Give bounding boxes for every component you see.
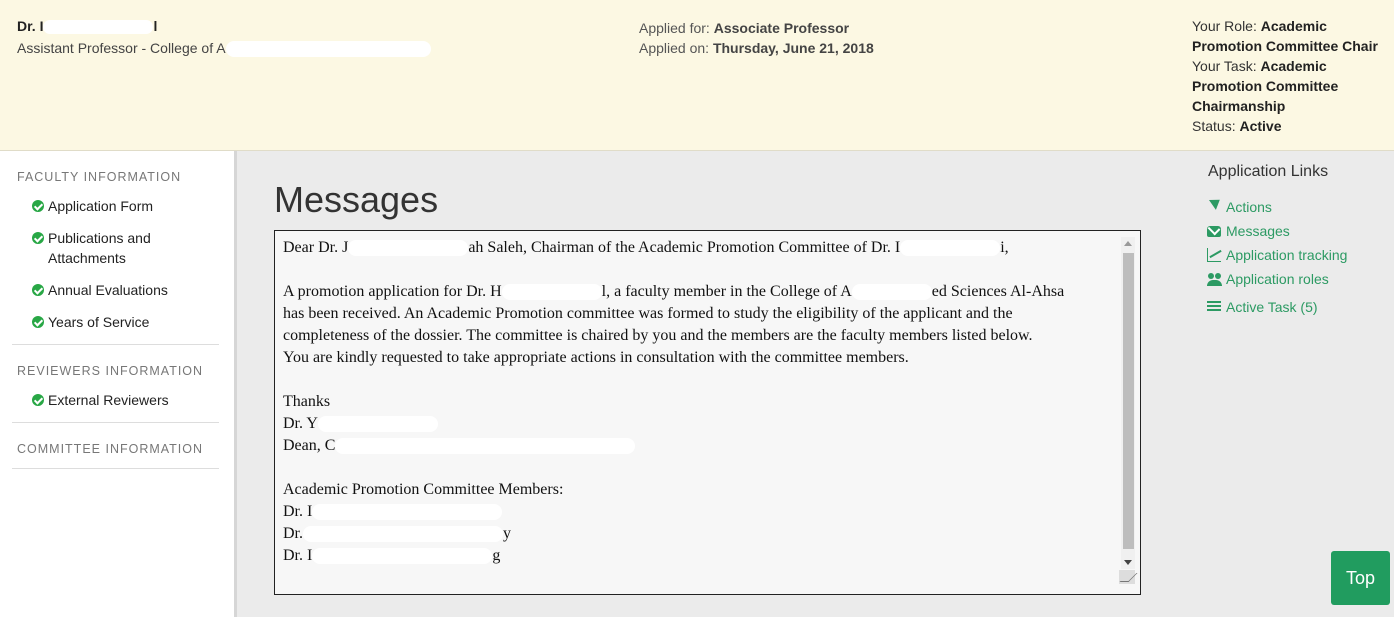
cursor-icon xyxy=(1207,200,1221,214)
link-active-task[interactable]: Active Task (5) xyxy=(1207,295,1387,319)
redacted-text xyxy=(43,20,153,34)
application-summary xyxy=(639,18,874,58)
message-signature: Thanks Dr. Y Dean, C xyxy=(283,391,1118,457)
applicant-name: Dr. I l xyxy=(17,18,158,34)
status: Status: Active xyxy=(1192,118,1282,134)
links-heading: Application Links xyxy=(1208,163,1329,180)
sidebar-heading: FACULTY INFORMATION xyxy=(17,170,182,184)
message-body xyxy=(283,237,1118,589)
link-actions[interactable]: Actions xyxy=(1207,195,1387,219)
sidebar-heading[interactable]: COMMITTEE INFORMATION xyxy=(17,442,204,456)
applicant-header xyxy=(0,0,1394,151)
message-greeting: Dear Dr. J ah Saleh, Chairman of the Academic Promotion Committee of Dr. I i, xyxy=(283,239,1009,256)
redacted-text xyxy=(226,41,431,57)
message-members: Academic Promotion Committee Members: Dr. I Dr. y Dr. I g xyxy=(283,481,564,564)
scroll-thumb[interactable] xyxy=(1123,253,1134,549)
sidebar-section-reviewers xyxy=(12,345,219,423)
check-circle-icon xyxy=(32,200,44,212)
sidebar-section-committee xyxy=(12,423,219,469)
your-task: Your Task: Academic Promotion Committee Chairmanship xyxy=(1192,58,1339,114)
scroll-down-arrow-icon[interactable] xyxy=(1124,560,1132,565)
applied-on: Applied on: Thursday, June 21, 2018 xyxy=(639,40,874,56)
applicant-title: Assistant Professor - College of A xyxy=(17,40,431,57)
reviewer-role-panel xyxy=(1192,16,1387,136)
line-chart-icon xyxy=(1207,248,1221,262)
resize-handle-icon[interactable] xyxy=(1119,570,1135,584)
main-content xyxy=(237,151,1394,617)
sidebar xyxy=(0,151,237,617)
vertical-scrollbar[interactable] xyxy=(1121,237,1135,569)
message-paragraph: A promotion application for Dr. H l, a faculty member in the College of A ed Sciences Al-Ahsa has been received. An Academic Promotion committee was formed to study the eligibility of the applicant and the completeness of the dossier. The committee is chaired by you and the members are the faculty members listed below. You are kindly requested to take appropriate actions in consultation with the committee members. xyxy=(283,283,1065,366)
your-role: Your Role: Academic Promotion Committee Chair xyxy=(1192,18,1378,54)
sidebar-heading: REVIEWERS INFORMATION xyxy=(17,364,204,378)
sidebar-item-publications[interactable]: Publications and Attachments xyxy=(12,228,219,280)
back-to-top-button[interactable]: Top xyxy=(1331,551,1390,605)
link-application-tracking[interactable]: Application tracking xyxy=(1207,243,1387,267)
applied-for: Applied for: Associate Professor xyxy=(639,20,850,36)
message-textarea[interactable] xyxy=(274,230,1141,595)
check-circle-icon xyxy=(32,316,44,328)
link-messages[interactable]: Messages xyxy=(1207,219,1387,243)
sidebar-item-annual-evaluations[interactable]: Annual Evaluations xyxy=(12,280,219,312)
scroll-up-arrow-icon[interactable] xyxy=(1124,241,1132,246)
sidebar-item-application-form[interactable]: Application Form xyxy=(12,196,219,228)
application-links xyxy=(1207,163,1387,319)
check-circle-icon xyxy=(32,284,44,296)
sidebar-item-external-reviewers[interactable]: External Reviewers xyxy=(12,390,219,422)
check-circle-icon xyxy=(32,232,44,244)
sidebar-item-years-of-service[interactable]: Years of Service xyxy=(12,312,219,344)
link-application-roles[interactable]: Application roles xyxy=(1207,267,1387,291)
users-icon xyxy=(1207,272,1221,286)
list-icon xyxy=(1207,301,1221,313)
sidebar-section-faculty xyxy=(12,151,219,345)
envelope-icon xyxy=(1207,226,1221,237)
check-circle-icon xyxy=(32,394,44,406)
page-title: Messages xyxy=(274,179,439,220)
